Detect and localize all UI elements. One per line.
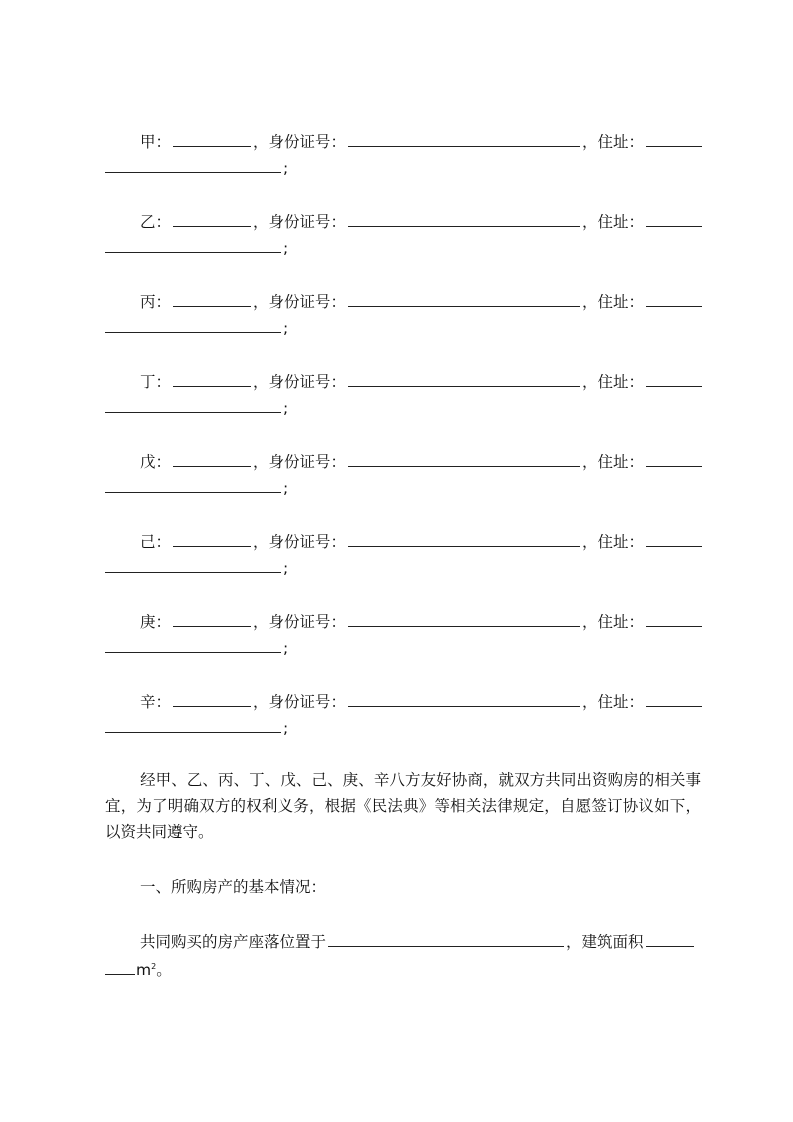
address-label: ，住址： (582, 213, 645, 231)
address-blank-end[interactable] (105, 556, 281, 573)
address-label: ，住址： (582, 293, 645, 311)
section-1-heading: 一、所购房产的基本情况： (140, 878, 327, 896)
name-blank[interactable] (173, 290, 251, 307)
name-blank[interactable] (173, 210, 251, 227)
address-blank-end[interactable] (105, 716, 281, 733)
line-end: ; (283, 639, 289, 657)
id-label: ，身份证号： (253, 373, 347, 391)
address-label: ，住址： (582, 613, 645, 631)
colon: ： (155, 453, 172, 471)
id-label: ，身份证号： (253, 293, 347, 311)
line-end: ; (283, 239, 289, 257)
party-row (105, 210, 701, 274)
party-row (105, 450, 701, 514)
address-blank-end[interactable] (105, 316, 281, 333)
party-label: 甲 (140, 133, 156, 151)
colon: ： (155, 533, 172, 551)
colon: ： (155, 693, 172, 711)
name-blank[interactable] (173, 130, 251, 147)
colon: ： (155, 373, 172, 391)
address-blank-start[interactable] (646, 290, 702, 307)
party-row (105, 130, 701, 194)
address-blank-end[interactable] (105, 476, 281, 493)
id-number-blank[interactable] (348, 690, 580, 707)
colon: ： (155, 133, 172, 151)
party-label: 己 (140, 533, 156, 551)
address-blank-start[interactable] (646, 530, 702, 547)
area-blank-start[interactable] (646, 930, 694, 947)
line-end: ; (283, 399, 289, 417)
id-label: ，身份证号： (253, 133, 347, 151)
address-blank-start[interactable] (646, 450, 702, 467)
area-period: 。 (156, 961, 172, 980)
location-prefix: 共同购买的房产座落位置于 (140, 933, 327, 951)
name-blank[interactable] (173, 370, 251, 387)
address-label: ，住址： (582, 133, 645, 151)
address-blank-start[interactable] (646, 210, 702, 227)
party-row (105, 530, 701, 594)
address-blank-start[interactable] (646, 370, 702, 387)
party-label: 丙 (140, 293, 156, 311)
id-number-blank[interactable] (348, 450, 580, 467)
address-blank-end[interactable] (105, 236, 281, 253)
intro-text: 经甲、乙、丙、丁、戊、己、庚、辛八方友好协商，就双方共同出资购房的相关事宜，为了明确双方的权利义务，根据《民法典》等相关法律规定，自愿签订协议如下，以资共同遵守。 (105, 771, 701, 841)
id-label: ，身份证号： (253, 213, 347, 231)
colon: ： (155, 613, 172, 631)
id-label: ，身份证号： (253, 613, 347, 631)
id-label: ，身份证号： (253, 453, 347, 471)
line-end: ; (283, 319, 289, 337)
id-number-blank[interactable] (348, 530, 580, 547)
party-row (105, 610, 701, 674)
id-label: ，身份证号： (253, 533, 347, 551)
address-blank-start[interactable] (646, 610, 702, 627)
party-label: 乙 (140, 213, 156, 231)
name-blank[interactable] (173, 610, 251, 627)
name-blank[interactable] (173, 530, 251, 547)
colon: ： (155, 293, 172, 311)
name-blank[interactable] (173, 690, 251, 707)
intro-paragraph (105, 767, 701, 845)
area-blank-end[interactable] (105, 958, 135, 975)
location-blank[interactable] (328, 930, 564, 947)
address-blank-start[interactable] (646, 690, 702, 707)
id-number-blank[interactable] (348, 290, 580, 307)
party-label: 辛 (140, 693, 156, 711)
party-label: 丁 (140, 373, 156, 391)
name-blank[interactable] (173, 450, 251, 467)
address-label: ，住址： (582, 693, 645, 711)
line-end: ; (283, 559, 289, 577)
id-number-blank[interactable] (348, 130, 580, 147)
party-label: 戊 (140, 453, 156, 471)
party-row (105, 690, 701, 754)
id-number-blank[interactable] (348, 370, 580, 387)
area-unit-superscript: 2 (151, 962, 157, 971)
address-label: ，住址： (582, 453, 645, 471)
line-end: ; (283, 719, 289, 737)
address-blank-end[interactable] (105, 156, 281, 173)
line-end: ; (283, 159, 289, 177)
address-blank-start[interactable] (646, 130, 702, 147)
id-number-blank[interactable] (348, 210, 580, 227)
address-label: ，住址： (582, 533, 645, 551)
party-row (105, 370, 701, 434)
id-label: ，身份证号： (253, 693, 347, 711)
line-end: ; (283, 479, 289, 497)
area-unit: m (136, 961, 152, 980)
party-label: 庚 (140, 613, 156, 631)
area-label: ，建筑面积 (566, 933, 644, 951)
id-number-blank[interactable] (348, 610, 580, 627)
address-blank-end[interactable] (105, 636, 281, 653)
colon: ： (155, 213, 172, 231)
party-row (105, 290, 701, 354)
address-blank-end[interactable] (105, 396, 281, 413)
address-label: ，住址： (582, 373, 645, 391)
